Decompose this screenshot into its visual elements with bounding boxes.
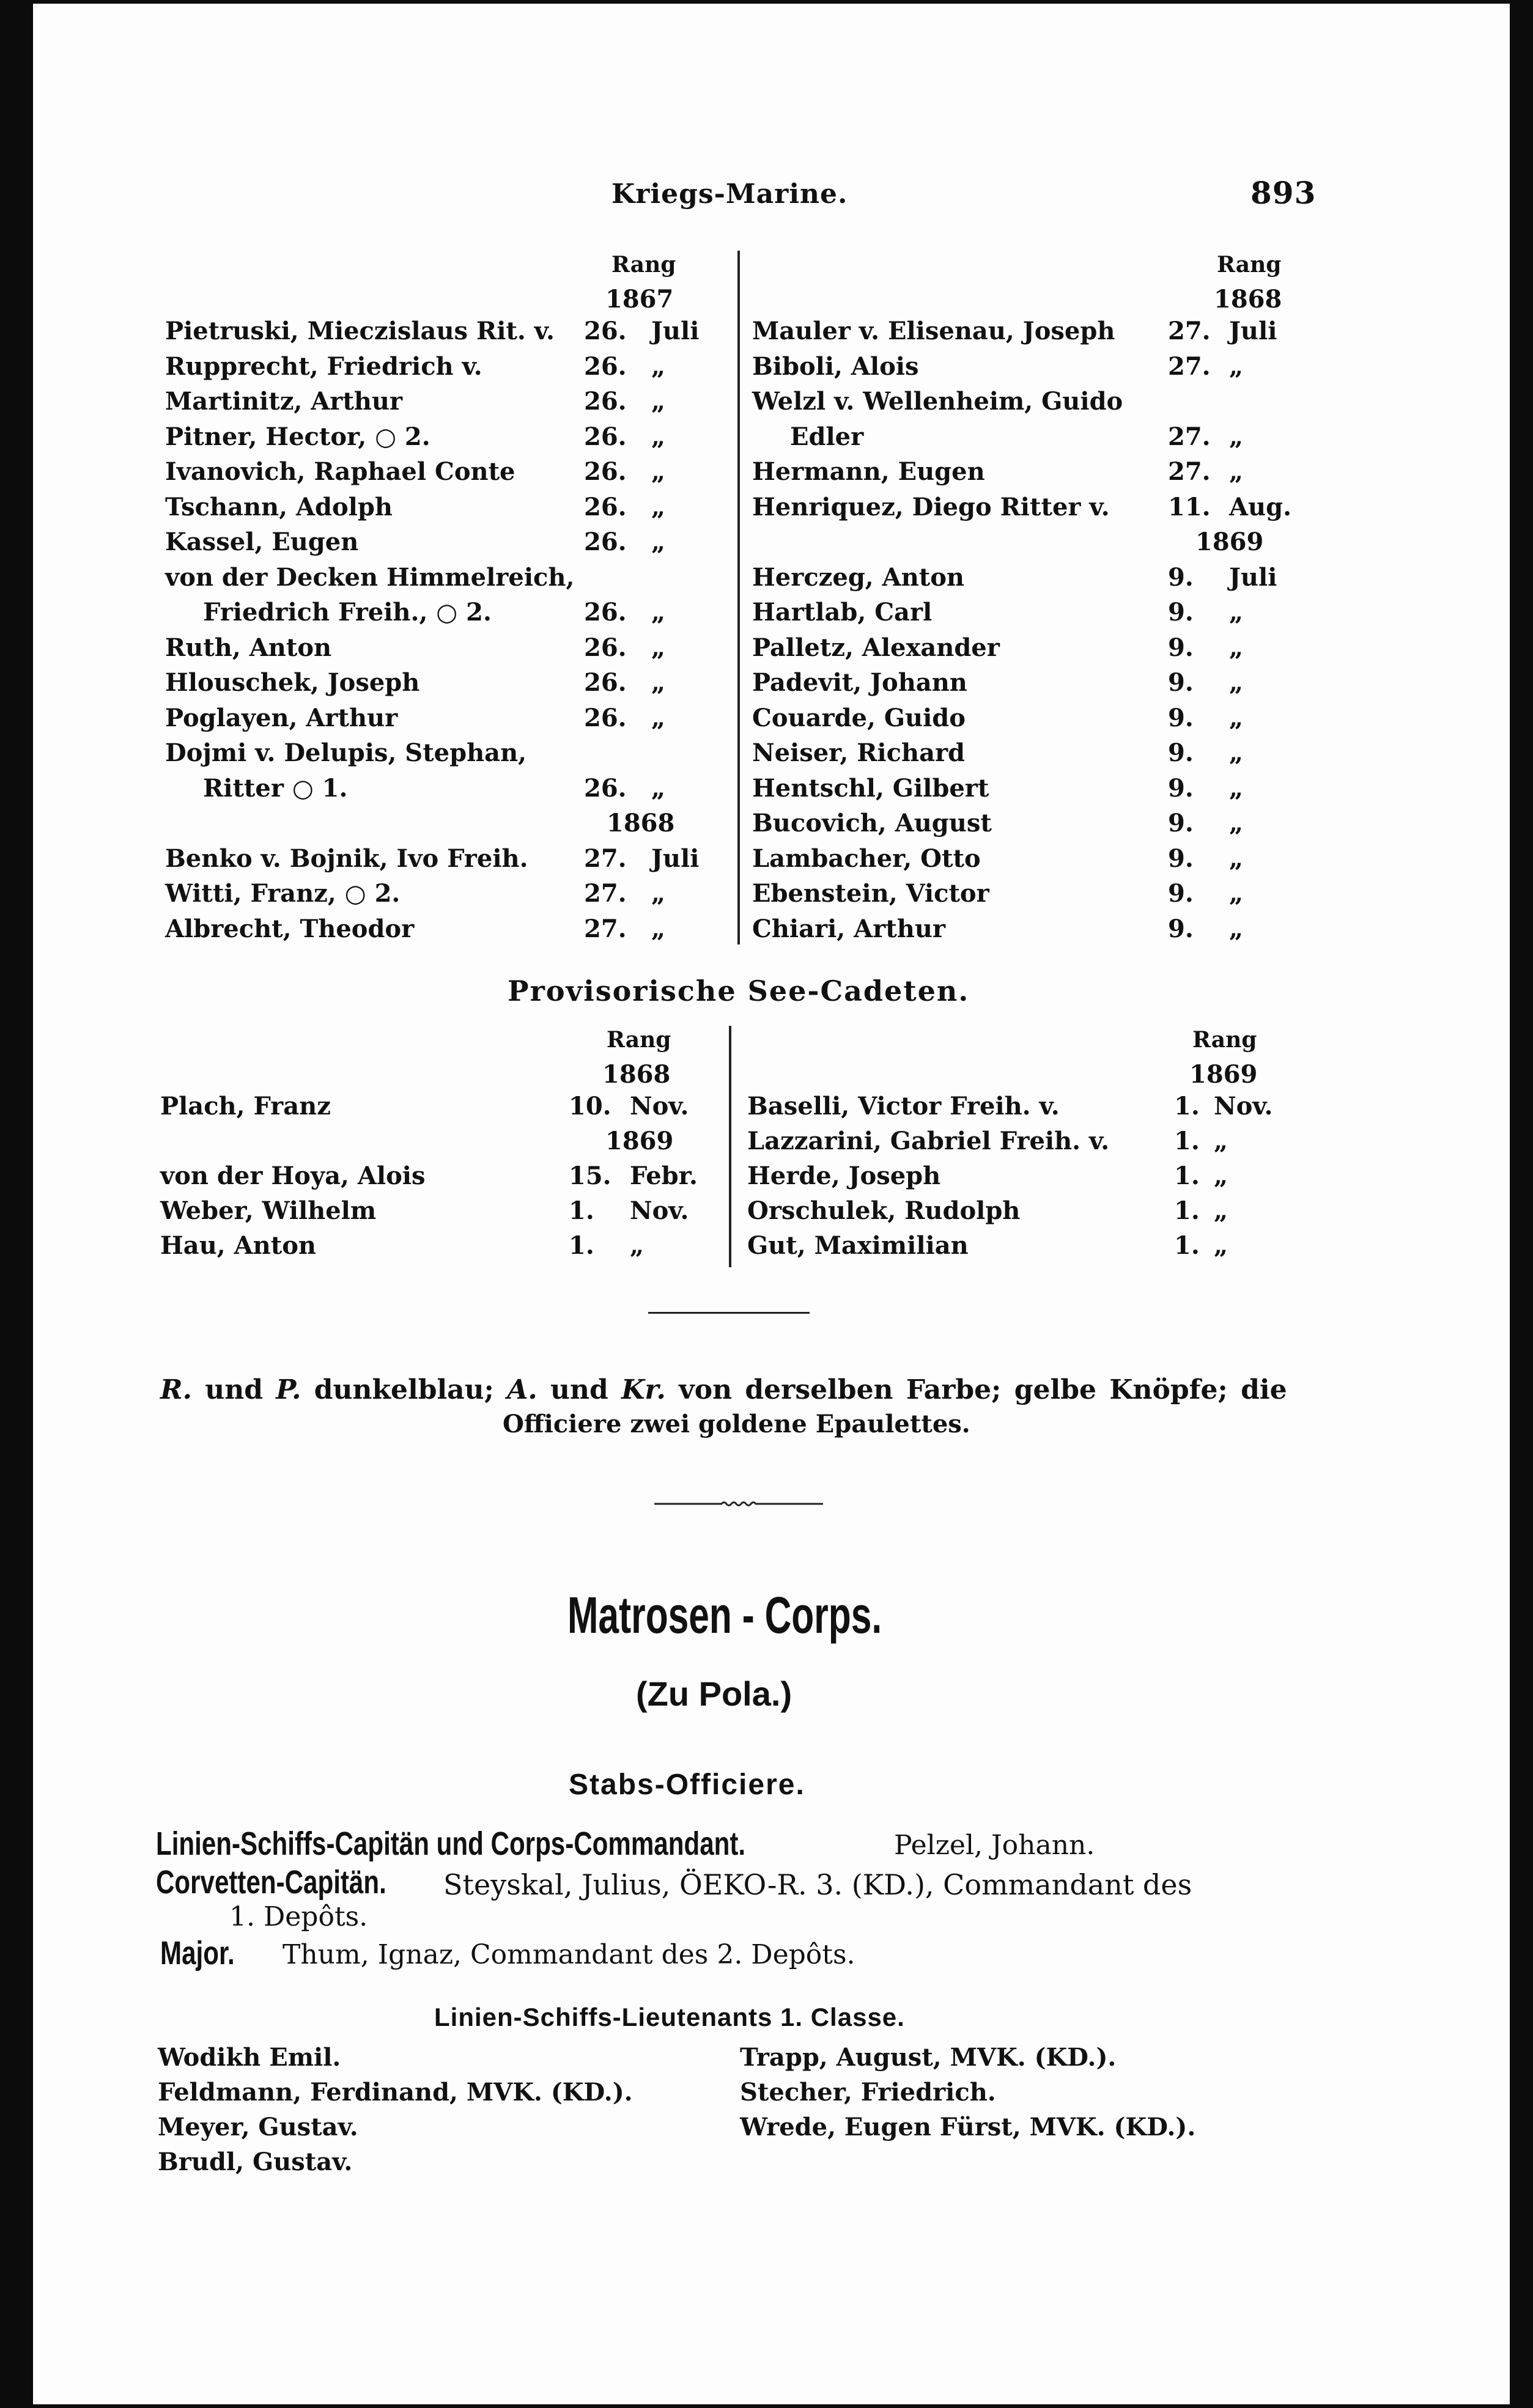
- lieutenant-name: Brudl, Gustav.: [158, 2148, 353, 2176]
- entry-name: Kassel, Eugen: [165, 528, 359, 556]
- entry-name: Ritter ○ 1.: [203, 773, 348, 803]
- entry-month: „: [651, 387, 666, 416]
- note-rest: von derselben Farbe; gelbe Knöpfe; die: [679, 1374, 1287, 1405]
- entry-date: 1.: [569, 1196, 594, 1225]
- entry-name: Mauler v. Elisenau, Joseph: [752, 317, 1115, 345]
- entry-date: 26.: [584, 703, 627, 732]
- entry-name: Couarde, Guido: [752, 703, 966, 732]
- note-line-1: [160, 1374, 1287, 1405]
- entry-name: Poglayen, Arthur: [165, 703, 398, 732]
- entry-date: 26.: [584, 492, 627, 521]
- entry-name: Dojmi v. Delupis, Stephan,: [165, 738, 527, 767]
- entry-month: „: [651, 879, 666, 908]
- stabs-heading: Stabs-Officiere.: [569, 1769, 805, 1801]
- entry-date: 15.: [569, 1162, 611, 1190]
- entry-name: Bucovich, August: [752, 809, 992, 838]
- entry-name: Edler: [790, 422, 864, 451]
- entry-date: 9.: [1168, 809, 1194, 838]
- entry-name: Ebenstein, Victor: [752, 879, 989, 908]
- entry-month: „: [651, 598, 666, 627]
- lieutenant-name: Wrede, Eugen Fürst, MVK. (KD.).: [740, 2113, 1196, 2141]
- entry-date: 26.: [584, 387, 627, 416]
- entry-month: „: [1229, 457, 1244, 486]
- entry-name: Ivanovich, Raphael Conte: [165, 457, 515, 486]
- entry-date: 9.: [1168, 844, 1194, 873]
- entry-month: „: [651, 668, 666, 697]
- lieutenant-name: Trapp, August, MVK. (KD.).: [740, 2043, 1117, 2072]
- entry-month: „: [1229, 633, 1244, 662]
- entry-date: 26.: [584, 317, 627, 345]
- note-p: P.: [276, 1374, 301, 1405]
- entry-month: Juli: [1229, 562, 1277, 592]
- entry-year: 1869: [605, 1127, 674, 1155]
- entry-date: 1.: [1174, 1231, 1200, 1260]
- entry-date: 26.: [584, 668, 627, 697]
- entry-date: 26.: [584, 528, 627, 556]
- lieutenants-heading: Linien-Schiffs-Lieutenants 1. Classe.: [434, 2003, 905, 2031]
- entry-date: 1.: [569, 1231, 594, 1260]
- entry-month: „: [651, 528, 666, 556]
- entry-name: Welzl v. Wellenheim, Guido: [752, 387, 1123, 416]
- divider-rule: [648, 1312, 810, 1314]
- entry-month: „: [1229, 422, 1244, 451]
- entry-month: „: [651, 773, 666, 803]
- entry-name: Friedrich Freih., ○ 2.: [203, 598, 492, 627]
- entry-name: Palletz, Alexander: [752, 633, 1000, 662]
- entry-month: „: [651, 457, 666, 486]
- entry-date: 1.: [1174, 1092, 1200, 1121]
- entry-name: Orschulek, Rudolph: [747, 1196, 1021, 1225]
- entry-month: Nov.: [1214, 1092, 1273, 1121]
- entry-date: 9.: [1168, 773, 1194, 803]
- rang-header-left: Rang: [607, 1027, 671, 1053]
- rang-header-right: Rang: [1217, 252, 1282, 278]
- note-dunkel: dunkelblau;: [314, 1374, 494, 1405]
- entry-month: „: [651, 703, 666, 732]
- entry-name: Padevit, Johann: [752, 668, 967, 697]
- entry-date: 11.: [1168, 492, 1211, 521]
- entry-date: 27.: [584, 844, 627, 873]
- entry-name: Hermann, Eugen: [752, 457, 985, 486]
- entry-name: Herde, Joseph: [747, 1162, 941, 1190]
- entry-date: 9.: [1168, 598, 1194, 627]
- entry-name: Ruth, Anton: [165, 633, 332, 662]
- entry-corvetten: [156, 1863, 451, 1901]
- entry-date: 9.: [1168, 879, 1194, 908]
- entry-month: Febr.: [630, 1162, 698, 1190]
- entry-name: von der Decken Himmelreich,: [165, 562, 575, 592]
- year-header-left: 1867: [605, 285, 674, 314]
- entry-date: 9.: [1168, 633, 1194, 662]
- entry-date: 27.: [584, 879, 627, 908]
- entry-corvetten-cont: 1. Depôts.: [229, 1901, 368, 1932]
- entry-month: „: [630, 1231, 645, 1260]
- entry-month: „: [1214, 1196, 1228, 1225]
- entry-date: 27.: [1168, 422, 1211, 451]
- entry-month: „: [1229, 844, 1244, 873]
- entry-name: Hau, Anton: [160, 1231, 316, 1260]
- entry-name: Hentschl, Gilbert: [752, 773, 989, 803]
- entry-month: „: [1229, 809, 1244, 838]
- entry-name: Weber, Wilhelm: [160, 1196, 377, 1225]
- entry-commandant: [156, 1825, 912, 1863]
- year-header-left: 1868: [602, 1060, 671, 1089]
- wavy-rule-icon: [654, 1500, 823, 1508]
- rang-header-right: Rang: [1192, 1027, 1257, 1053]
- entry-name: Biboli, Alois: [752, 352, 919, 381]
- entry-commandant-name: Pelzel, Johann.: [894, 1830, 1095, 1861]
- entry-month: „: [651, 914, 666, 943]
- page-number: 893: [1250, 175, 1317, 211]
- entry-month: „: [651, 422, 666, 451]
- entry-month: „: [651, 633, 666, 662]
- entry-name: Albrecht, Theodor: [165, 914, 415, 943]
- entry-month: „: [1229, 352, 1244, 381]
- rank: Corvetten-Capitän.: [156, 1864, 386, 1901]
- entry-year: 1869: [1195, 528, 1264, 556]
- entry-name: Witti, Franz, ○ 2.: [165, 879, 401, 908]
- lieutenant-name: Stecher, Friedrich.: [740, 2078, 996, 2107]
- entry-name: Plach, Franz: [160, 1092, 331, 1121]
- rang-header-left: Rang: [611, 252, 676, 278]
- rank: Major.: [160, 1935, 235, 1972]
- entry-month: Nov.: [630, 1196, 689, 1225]
- column-divider: [737, 251, 740, 944]
- cadets-heading: Provisorische See-Cadeten.: [508, 974, 970, 1007]
- entry-date: 9.: [1168, 562, 1194, 592]
- entry-name: Baselli, Victor Freih. v.: [747, 1092, 1060, 1121]
- entry-date: 1.: [1174, 1127, 1200, 1155]
- entry-date: 26.: [584, 352, 627, 381]
- entry-major: [160, 1934, 256, 1972]
- entry-name: Henriquez, Diego Ritter v.: [752, 492, 1110, 521]
- entry-month: „: [1229, 703, 1244, 732]
- entry-name: Benko v. Bojnik, Ivo Freih.: [165, 844, 528, 873]
- entry-year: 1868: [607, 809, 675, 838]
- entry-name: Lambacher, Otto: [752, 844, 981, 873]
- entry-date: 9.: [1168, 668, 1194, 697]
- entry-month: „: [651, 352, 666, 381]
- entry-name: Lazzarini, Gabriel Freih. v.: [747, 1127, 1110, 1155]
- entry-month: Juli: [651, 317, 700, 345]
- corps-title: Matrosen - Corps.: [567, 1586, 882, 1644]
- entry-name: Neiser, Richard: [752, 738, 966, 767]
- entry-name: Tschann, Adolph: [165, 492, 393, 521]
- entry-name: Hlouschek, Joseph: [165, 668, 420, 697]
- entry-name: von der Hoya, Alois: [160, 1162, 426, 1190]
- entry-date: 26.: [584, 633, 627, 662]
- entry-name: Rupprecht, Friedrich v.: [165, 352, 482, 381]
- note-und1: und: [205, 1374, 263, 1405]
- entry-major-name: Thum, Ignaz, Commandant des 2. Depôts.: [283, 1939, 855, 1970]
- rank: Linien-Schiffs-Capitän und Corps-Commandant.: [156, 1825, 746, 1862]
- note-a: A.: [507, 1374, 537, 1405]
- note-und2: und: [550, 1374, 608, 1405]
- entry-month: „: [1229, 879, 1244, 908]
- entry-month: „: [1214, 1127, 1228, 1155]
- entry-name: Martinitz, Arthur: [165, 387, 403, 416]
- entry-name: Gut, Maximilian: [747, 1231, 969, 1260]
- entry-month: „: [1214, 1162, 1228, 1190]
- entry-date: 9.: [1168, 703, 1194, 732]
- entry-month: Nov.: [630, 1092, 689, 1121]
- entry-date: 27.: [584, 914, 627, 943]
- note-r: R.: [160, 1374, 192, 1405]
- year-header-right: 1868: [1214, 285, 1282, 314]
- entry-date: 27.: [1168, 457, 1211, 486]
- entry-month: Aug.: [1229, 492, 1292, 521]
- entry-date: 10.: [569, 1092, 611, 1121]
- column-divider: [729, 1026, 731, 1267]
- entry-date: 1.: [1174, 1162, 1200, 1190]
- entry-month: „: [1214, 1231, 1228, 1260]
- entry-month: „: [1229, 598, 1244, 627]
- lieutenant-name: Wodikh Emil.: [158, 2043, 341, 2072]
- entry-month: „: [1229, 914, 1244, 943]
- entry-month: „: [1229, 773, 1244, 803]
- lieutenant-name: Meyer, Gustav.: [158, 2113, 358, 2141]
- entry-date: 26.: [584, 457, 627, 486]
- note-line-2: Officiere zwei goldene Epaulettes.: [503, 1410, 970, 1438]
- note-kr: Kr.: [621, 1374, 666, 1405]
- entry-date: 27.: [1168, 352, 1211, 381]
- entry-name: Chiari, Arthur: [752, 914, 945, 943]
- entry-month: „: [1229, 738, 1244, 767]
- entry-date: 26.: [584, 773, 627, 803]
- entry-date: 26.: [584, 598, 627, 627]
- running-title: Kriegs-Marine.: [611, 179, 848, 210]
- entry-date: 9.: [1168, 914, 1194, 943]
- entry-date: 9.: [1168, 738, 1194, 767]
- entry-name: Pitner, Hector, ○ 2.: [165, 422, 430, 451]
- entry-month: Juli: [1229, 317, 1277, 345]
- entry-name: Herczeg, Anton: [752, 562, 965, 592]
- entry-corvetten-name: Steyskal, Julius, ÖEKO-R. 3. (KD.), Commandant des: [443, 1868, 1192, 1901]
- entry-name: Hartlab, Carl: [752, 598, 933, 627]
- lieutenant-name: Feldmann, Ferdinand, MVK. (KD.).: [158, 2078, 633, 2107]
- wavy-rule: [654, 1499, 823, 1508]
- entry-month: Juli: [651, 844, 700, 873]
- corps-subtitle: (Zu Pola.): [636, 1674, 792, 1713]
- year-header-right: 1869: [1189, 1060, 1258, 1089]
- entry-date: 26.: [584, 422, 627, 451]
- entry-date: 27.: [1168, 317, 1211, 345]
- entry-month: „: [1229, 668, 1244, 697]
- entry-month: „: [651, 492, 666, 521]
- entry-date: 1.: [1174, 1196, 1200, 1225]
- entry-name: Pietruski, Mieczislaus Rit. v.: [165, 317, 555, 345]
